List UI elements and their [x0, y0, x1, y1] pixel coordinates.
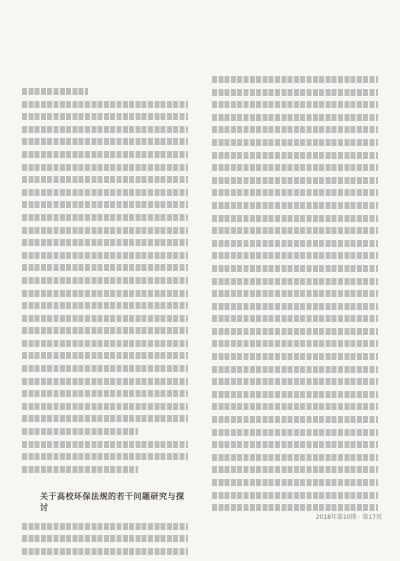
left-text-column — [22, 88, 188, 561]
text-line — [22, 415, 188, 422]
text-line — [22, 340, 188, 347]
text-line — [212, 391, 378, 398]
text-line — [212, 328, 378, 335]
text-line — [212, 202, 378, 209]
text-line — [212, 189, 378, 196]
text-line — [212, 114, 378, 121]
text-line — [22, 441, 188, 448]
text-line — [212, 126, 378, 133]
text-line — [212, 177, 378, 184]
text-line — [212, 403, 378, 410]
text-line — [212, 227, 378, 234]
text-line — [212, 340, 378, 347]
text-line — [22, 101, 188, 108]
text-line — [22, 352, 188, 359]
text-line — [22, 523, 188, 530]
text-line — [212, 315, 378, 322]
text-line — [22, 227, 188, 234]
text-line — [22, 548, 188, 555]
text-line — [22, 365, 188, 372]
text-line — [22, 403, 188, 410]
right-text-column — [212, 76, 378, 517]
text-line — [22, 315, 188, 322]
text-line — [22, 138, 188, 145]
text-line — [22, 189, 188, 196]
text-line — [212, 215, 378, 222]
text-line — [212, 290, 378, 297]
page-footer: 2018年第10期 · 第17页 — [315, 514, 382, 521]
text-line — [22, 390, 188, 397]
text-line — [22, 151, 188, 158]
text-line — [22, 453, 188, 460]
text-line — [212, 366, 378, 373]
text-line — [22, 302, 188, 309]
text-line — [212, 252, 378, 259]
text-line — [22, 176, 188, 183]
text-line — [212, 278, 378, 285]
text-line — [212, 265, 378, 272]
text-line — [22, 88, 88, 95]
text-line — [22, 113, 188, 120]
text-line — [212, 492, 378, 499]
text-line — [212, 504, 378, 511]
text-line — [22, 327, 188, 334]
text-line — [22, 428, 138, 435]
text-line — [22, 277, 188, 284]
text-line — [212, 454, 378, 461]
text-line — [22, 164, 188, 171]
text-line — [212, 479, 378, 486]
text-line — [22, 378, 188, 385]
text-line — [212, 303, 378, 310]
text-line — [212, 416, 378, 423]
text-line — [212, 378, 378, 385]
text-line — [22, 201, 188, 208]
text-line — [212, 89, 378, 96]
text-line — [212, 101, 378, 108]
text-line — [22, 252, 188, 259]
text-line — [212, 353, 378, 360]
text-line — [22, 466, 138, 473]
text-line — [22, 535, 188, 542]
text-line — [22, 214, 188, 221]
text-line — [212, 76, 378, 83]
text-line — [212, 429, 378, 436]
text-line — [22, 290, 188, 297]
text-line — [212, 164, 378, 171]
text-line — [212, 240, 378, 247]
text-line — [212, 139, 378, 146]
text-line — [22, 264, 188, 271]
text-line — [212, 152, 378, 159]
text-line — [212, 441, 378, 448]
text-line — [212, 466, 378, 473]
text-line — [22, 126, 188, 133]
text-line — [22, 239, 188, 246]
section-heading: 关于高校环保法规的若干问题研究与探讨 — [40, 491, 185, 512]
